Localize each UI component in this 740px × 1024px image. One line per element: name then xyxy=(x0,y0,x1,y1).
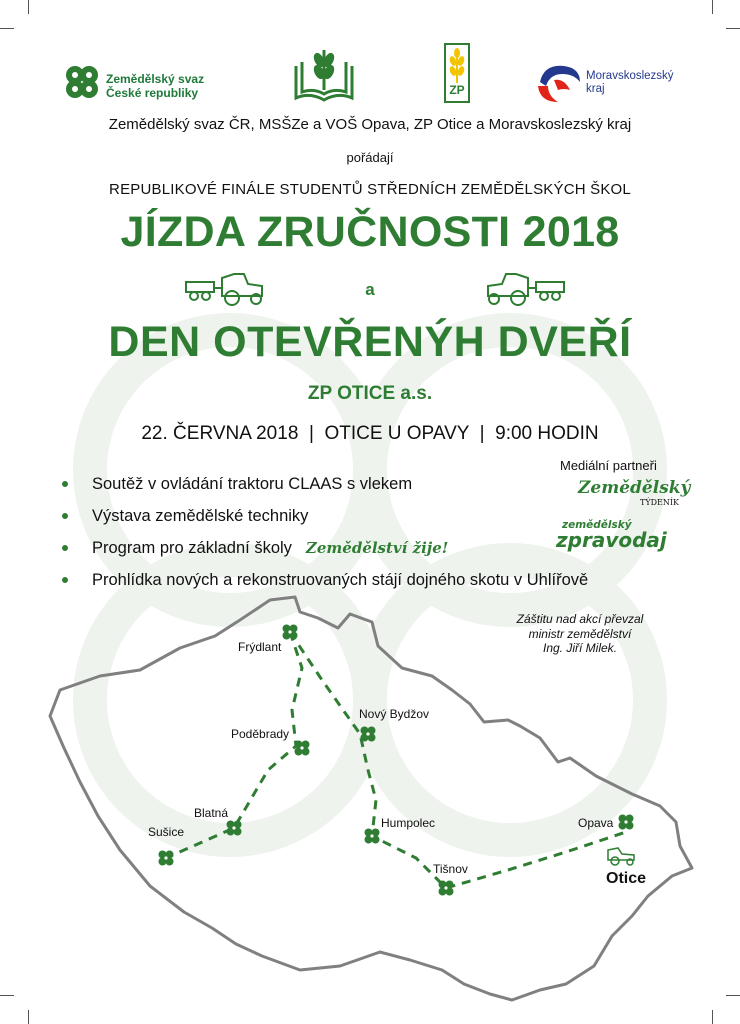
svaz-logo-line1: Zemědělský svaz xyxy=(106,72,205,86)
city-clover-marker-icon xyxy=(361,727,376,742)
city-clover-marker-icon xyxy=(439,881,454,896)
city-label-frydlant: Frýdlant xyxy=(238,640,282,654)
city-label-humpolec: Humpolec xyxy=(381,816,436,830)
organizers-line: Zemědělský svaz ČR, MSŠZe a VOŠ Opava, ZP Otice a Moravskoslezský kraj xyxy=(108,116,632,133)
msk-logo-line1: Moravskoslezský xyxy=(586,70,674,82)
patronage-line: Záštitu nad akcí převzal xyxy=(516,612,644,626)
media-partner-zpravodaj-top: zemědělský xyxy=(562,519,632,531)
media-partner-tydenik-sub: TÝDENÍK xyxy=(640,498,680,507)
country-outline xyxy=(50,597,692,1000)
company-name: ZP OTICE a.s. xyxy=(307,383,433,404)
list-item-text: Výstava zemědělské techniky xyxy=(92,507,309,525)
city-clover-marker-icon xyxy=(365,829,380,844)
city-clover-marker-icon xyxy=(295,741,310,756)
main-title: JÍZDA ZRUČNOSTI 2018 xyxy=(120,208,620,256)
conjunction-text: a xyxy=(365,280,375,299)
slogan: Zemědělství žije! xyxy=(305,539,449,557)
city-clover-marker-icon xyxy=(159,851,174,866)
patronage-line: Ing. Jiří Milek. xyxy=(542,641,617,655)
poradaji-text: pořádají xyxy=(346,150,394,165)
media-partner-zpravodaj: zpravodaj xyxy=(556,528,667,552)
zp-logo-text: ZP xyxy=(449,83,465,97)
city-label-novy-bydzov: Nový Bydžov xyxy=(359,707,430,721)
patronage-line: ministr zemědělství xyxy=(528,626,632,641)
date-location-time: 22. ČERVNA 2018 | OTICE U OPAVY | 9:00 HODIN xyxy=(141,423,599,444)
list-item-text: Prohlídka nových a rekonstruovaných stájí dojného skotu v Uhlířově xyxy=(92,571,589,589)
city-label-tisnov: Tišnov xyxy=(433,862,468,876)
list-item-text: Program pro základní školy xyxy=(92,539,292,557)
tractor-otice-icon xyxy=(608,848,634,865)
msk-logo-line2: kraj xyxy=(586,83,605,95)
city-clover-marker-icon xyxy=(283,625,298,640)
event-subtitle: REPUBLIKOVÉ FINÁLE STUDENTŮ STŘEDNÍCH ZEMĚDĚLSKÝCH ŠKOL xyxy=(109,181,631,198)
city-clover-marker-icon xyxy=(227,821,242,836)
city-label-blatna: Blatná xyxy=(194,806,229,820)
media-partners-label: Mediální partneři xyxy=(560,458,657,473)
city-label-otice: Otice xyxy=(606,870,647,887)
city-label-susice: Sušice xyxy=(148,825,185,839)
secondary-title: DEN OTEVŘENÝH DVEŘÍ xyxy=(108,318,632,366)
city-label-podebrady: Poděbrady xyxy=(231,727,290,741)
list-item-text: Soutěž v ovládání traktoru CLAAS s vlekem xyxy=(92,475,413,493)
city-label-opava: Opava xyxy=(578,816,614,830)
svaz-logo-line2: České republiky xyxy=(106,86,199,100)
media-partner-zemedelsky-tydenik: Zemědělský xyxy=(578,478,691,498)
city-clover-marker-icon xyxy=(619,815,634,830)
